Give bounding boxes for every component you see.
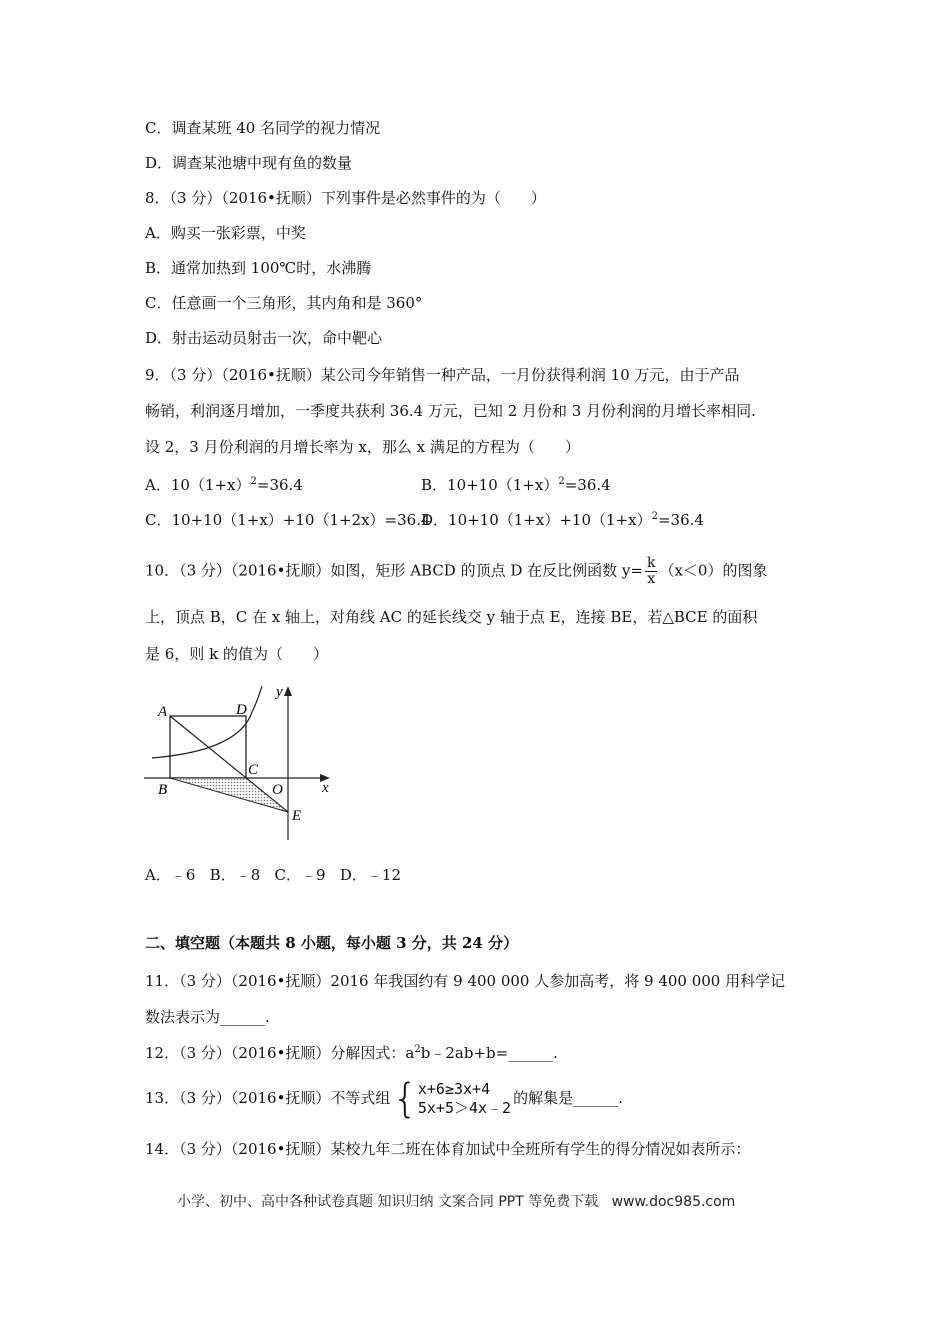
q9-option-d-exponent: 2 <box>651 511 658 522</box>
q12-expression: b﹣2ab+b=______. <box>420 1044 558 1062</box>
inequality-2: 5x+5＞4x﹣2 <box>417 1099 512 1117</box>
q8-option-d: D．射击运动员射击一次，命中靶心 <box>145 329 383 347</box>
q12-exponent: 2 <box>414 1044 421 1055</box>
q14-stem-line1: 14．（3 分）（2016•抚顺）某校九年二班在体育加试中全班所有学生的得分情况如表所示： <box>145 1140 751 1158</box>
label-c: C <box>248 762 259 778</box>
inequality-1: x+6≥3x+4 <box>417 1080 491 1098</box>
q13-answer-blank: 的解集是______. <box>513 1089 623 1107</box>
q10-stem-text: 10．（3 分）（2016•抚顺）如图，矩形 ABCD 的顶点 D 在反比例函数 y= <box>145 561 643 580</box>
q11-stem-line2: 数法表示为______. <box>145 1008 270 1026</box>
q10-stem-line3: 是 6，则 k 的值为（ ） <box>145 645 328 663</box>
q9-option-d <box>421 509 704 531</box>
q9-option-b-exponent: 2 <box>558 476 565 487</box>
q9-option-d-base: D．10+10（1+x）+10（1+x） <box>421 511 652 529</box>
label-e: E <box>292 808 302 824</box>
q9-option-a <box>145 474 303 496</box>
q11-stem-line1: 11．（3 分）（2016•抚顺）2016 年我国约有 9 400 000 人参加高考，将 9 400 000 用科学记 <box>145 972 786 990</box>
left-brace: { <box>392 1076 418 1122</box>
q9-option-c: C．10+10（1+x）+10（1+2x）=36.4 <box>145 511 431 529</box>
q10-stem-line1 <box>145 556 767 587</box>
triangle-bce-shaded <box>170 778 288 812</box>
rectangle-hyperbola-figure <box>140 682 340 842</box>
q12-stem <box>145 1042 558 1064</box>
label-y: y <box>276 684 283 700</box>
q7-option-d: D．调查某池塘中现有鱼的数量 <box>145 154 353 172</box>
q10-options: A．﹣6 B．﹣8 C．﹣9 D．﹣12 <box>145 866 401 884</box>
fraction-denominator: x <box>647 571 656 587</box>
q10-stem-condition: （x＜0）的图象 <box>659 561 768 580</box>
q9-option-d-rhs: =36.4 <box>657 511 704 529</box>
q8-option-b: B．通常加热到 100℃时，水沸腾 <box>145 259 372 277</box>
fraction-numerator: k <box>646 555 656 571</box>
q8-stem: 8．（3 分）（2016•抚顺）下列事件是必然事件的为（ ） <box>145 189 546 207</box>
label-o: O <box>272 782 283 798</box>
q9-stem-line2: 畅销，利润逐月增加，一季度共获利 36.4 万元，已知 2 月份和 3 月份利润的月增长率相同. <box>145 402 756 420</box>
q9-option-b <box>421 474 611 496</box>
q13-text: 13．（3 分）（2016•抚顺）不等式组 <box>145 1089 391 1107</box>
y-axis-arrow <box>284 686 292 696</box>
q7-option-c: C．调查某班 40 名同学的视力情况 <box>145 119 381 137</box>
q9-option-b-rhs: =36.4 <box>564 476 611 494</box>
label-x: x <box>322 780 329 796</box>
q12-text: 12．（3 分）（2016•抚顺）分解因式：a <box>145 1044 415 1062</box>
q9-option-a-exponent: 2 <box>250 476 257 487</box>
footer-promo-text: 小学、初中、高中各种试卷真题 知识归纳 文案合同 PPT 等免费下载 www.doc985.com <box>177 1194 736 1210</box>
q8-option-a: A．购买一张彩票，中奖 <box>145 224 306 242</box>
q9-option-b-base: B．10+10（1+x） <box>421 476 559 494</box>
q9-stem-line1: 9．（3 分）（2016•抚顺）某公司今年销售一种产品，一月份获得利润 10 万元，由于产品 <box>145 366 740 384</box>
q13-stem <box>145 1076 623 1120</box>
q8-option-c: C．任意画一个三角形，其内角和是 360° <box>145 294 423 312</box>
q9-option-a-rhs: =36.4 <box>256 476 303 494</box>
q10-stem-line2: 上，顶点 B，C 在 x 轴上，对角线 AC 的延长线交 y 轴于点 E，连接 BE，若△BCE 的面积 <box>145 608 758 626</box>
q9-stem-line3: 设 2，3 月份利润的月增长率为 x，那么 x 满足的方程为（ ） <box>145 438 580 456</box>
k-over-x-fraction <box>645 556 657 587</box>
inequality-system <box>392 1076 512 1122</box>
label-b: B <box>158 782 168 798</box>
section-2-title: 二、填空题（本题共 8 小题，每小题 3 分，共 24 分） <box>145 934 519 952</box>
label-a: A <box>158 704 168 720</box>
q9-option-a-base: A．10（1+x） <box>145 476 251 494</box>
label-d: D <box>236 702 247 718</box>
